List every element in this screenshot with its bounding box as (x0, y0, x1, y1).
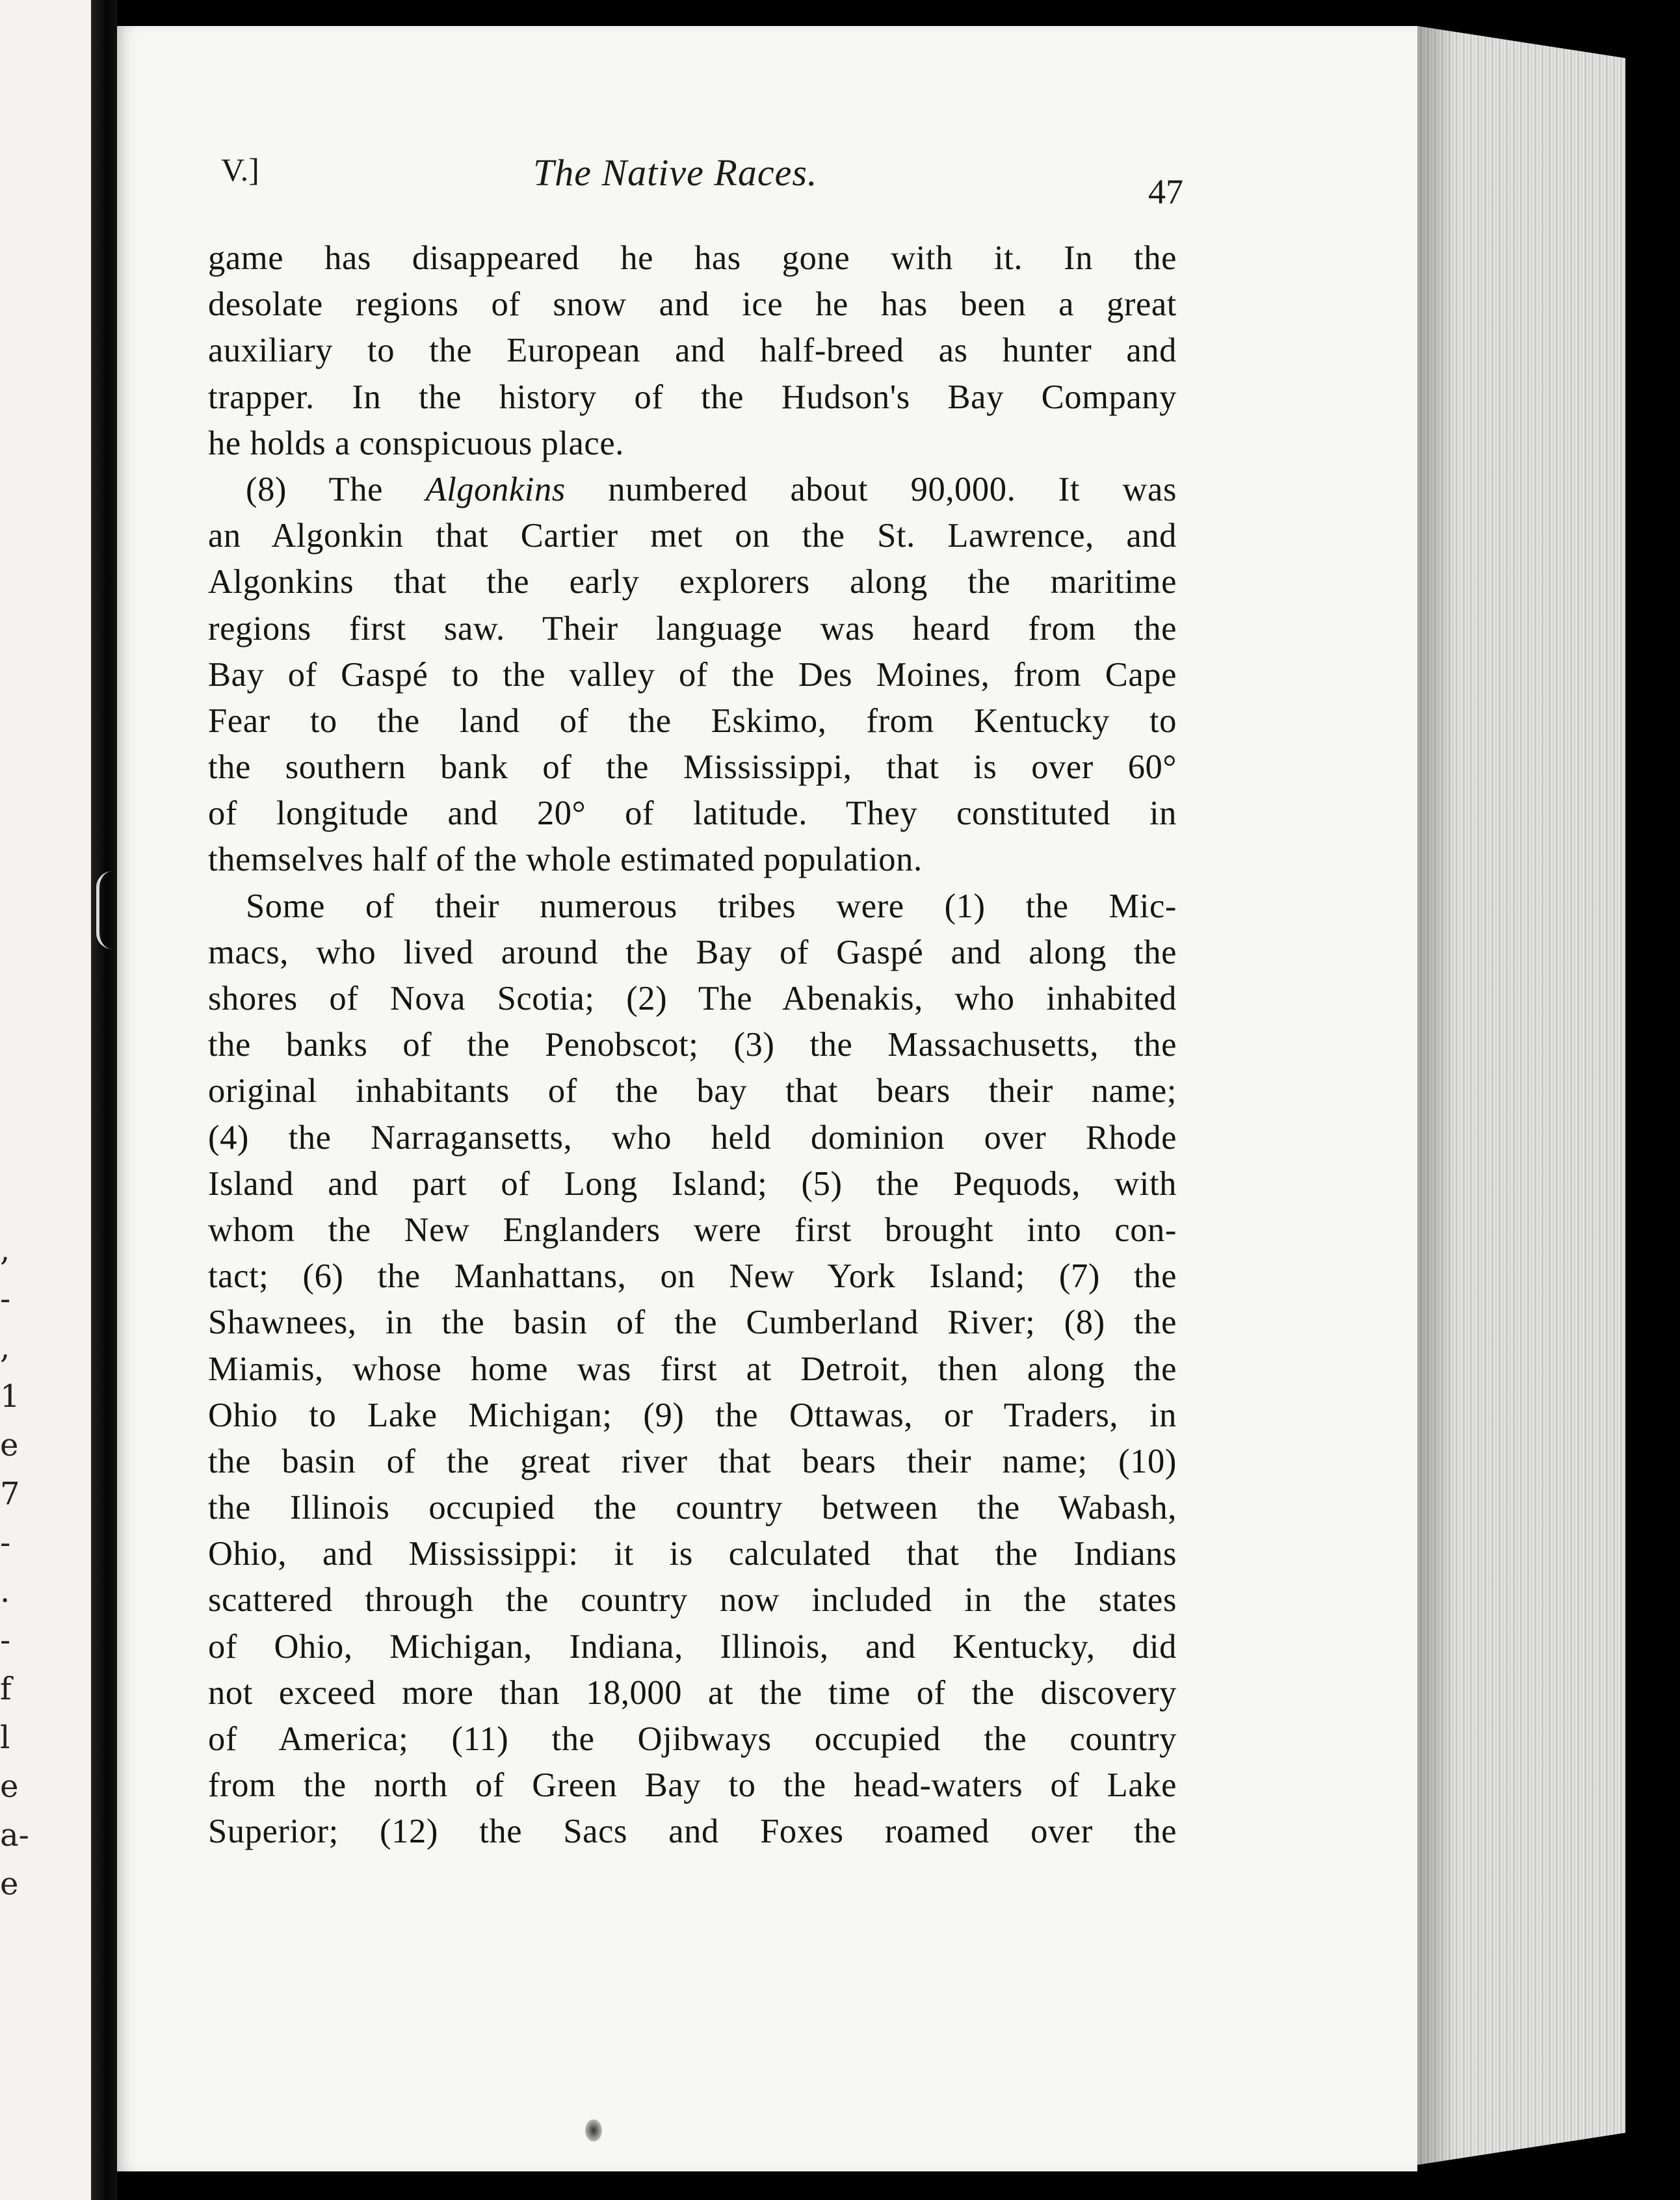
text-line: game has disappeared he has gone with it. In the (208, 239, 1177, 277)
facing-page-fragment: - (0, 1281, 11, 1317)
margin-bracket-mark (96, 871, 112, 949)
text-line: auxiliary to the European and half-breed as hunter and (208, 332, 1177, 370)
text-line: of longitude and 20° of latitude. They constituted in (208, 794, 1177, 833)
facing-page-fragment: f (0, 1671, 12, 1707)
text-line: Ohio to Lake Michigan; (9) the Ottawas, or Traders, in (208, 1396, 1177, 1434)
text-line: tact; (6) the Manhattans, on New York Island; (7) the (208, 1257, 1177, 1296)
text-line: (4) the Narragansetts, who held dominion over Rhode (208, 1118, 1177, 1157)
text-line: regions first saw. Their language was heard from the (208, 609, 1177, 648)
text-line: themselves half of the whole estimated population. (208, 841, 923, 879)
chapter-marker: V.] (221, 151, 259, 188)
facing-page-fragment: - (0, 1525, 11, 1561)
scan-background (1625, 0, 1680, 2200)
text-line: an Algonkin that Cartier met on the St. Lawrence, and (208, 517, 1177, 555)
body-text (208, 235, 1177, 1855)
text-line: he holds a conspicuous place. (208, 424, 624, 462)
text-line: not exceed more than 18,000 at the time of the discovery (208, 1673, 1177, 1712)
text-line: of Ohio, Michigan, Indiana, Illinois, and Kentucky, did (208, 1627, 1177, 1666)
text-line: the Illinois occupied the country between the Wabash, (208, 1489, 1177, 1527)
text-line: Miamis, whose home was first at Detroit, then along the (208, 1350, 1177, 1388)
text-line: macs, who lived around the Bay of Gaspé and along the (208, 933, 1177, 971)
facing-page-fragment: 7 (0, 1476, 20, 1512)
facing-page-fragment: 1 (0, 1378, 20, 1415)
page-number: 47 (1148, 172, 1183, 211)
text-line: the banks of the Penobscot; (3) the Massachusetts, the (208, 1026, 1177, 1064)
text-line: shores of Nova Scotia; (2) The Abenakis, who inhabited (208, 980, 1177, 1017)
text-line: Some of their numerous tribes were (1) the Mic- (246, 887, 1177, 925)
ink-smudge (585, 2119, 602, 2141)
text-line: scattered through the country now included in the states (208, 1581, 1177, 1619)
facing-page-fragment: , (0, 1329, 10, 1366)
facing-page-fragment: e (0, 1866, 19, 1902)
facing-page-sliver (0, 0, 91, 2200)
text-line: Superior; (12) the Sacs and Foxes roamed over the (208, 1813, 1177, 1851)
facing-page-fragment: , (0, 1232, 10, 1268)
book-gutter (91, 0, 117, 2200)
text-line: Fear to the land of the Eskimo, from Kentucky to (208, 701, 1177, 740)
facing-page-fragment: e (0, 1427, 19, 1463)
facing-page-fragment: a- (0, 1817, 29, 1853)
text-line: from the north of Green Bay to the head-waters of Lake (208, 1766, 1177, 1805)
running-head (221, 142, 1183, 211)
text-line: of America; (11) the Ojibways occupied the country (208, 1720, 1177, 1758)
facing-page-fragment: e (0, 1768, 19, 1805)
text-line: Ohio, and Mississippi: it is calculated that the Indians (208, 1535, 1177, 1573)
text-line: Algonkins that the early explorers along the maritime (208, 563, 1177, 601)
text-line: the southern bank of the Mississippi, that is over 60° (208, 748, 1177, 787)
text-line: trapper. In the history of the Hudson's Bay Company (208, 378, 1177, 416)
text-line: Island and part of Long Island; (5) the Pequods, with (208, 1164, 1177, 1203)
text-line: original inhabitants of the bay that bears their name; (208, 1072, 1177, 1110)
running-title: The Native Races. (533, 151, 818, 194)
facing-page-fragment: - (0, 1622, 11, 1658)
text-line: whom the New Englanders were first brought into con- (208, 1211, 1177, 1249)
text-line: (8) The Algonkins numbered about 90,000. It was (246, 470, 1177, 508)
text-line: the basin of the great river that bears their name; (10) (208, 1442, 1177, 1480)
text-line: desolate regions of snow and ice he has been a great (208, 285, 1177, 324)
facing-page-fragment: l (0, 1720, 10, 1756)
text-line: Bay of Gaspé to the valley of the Des Moines, from Cape (208, 655, 1177, 694)
text-line: Shawnees, in the basin of the Cumberland River; (8) the (208, 1303, 1177, 1342)
facing-page-fragment: . (0, 1573, 10, 1610)
page-edge-shadow (1417, 26, 1456, 2165)
